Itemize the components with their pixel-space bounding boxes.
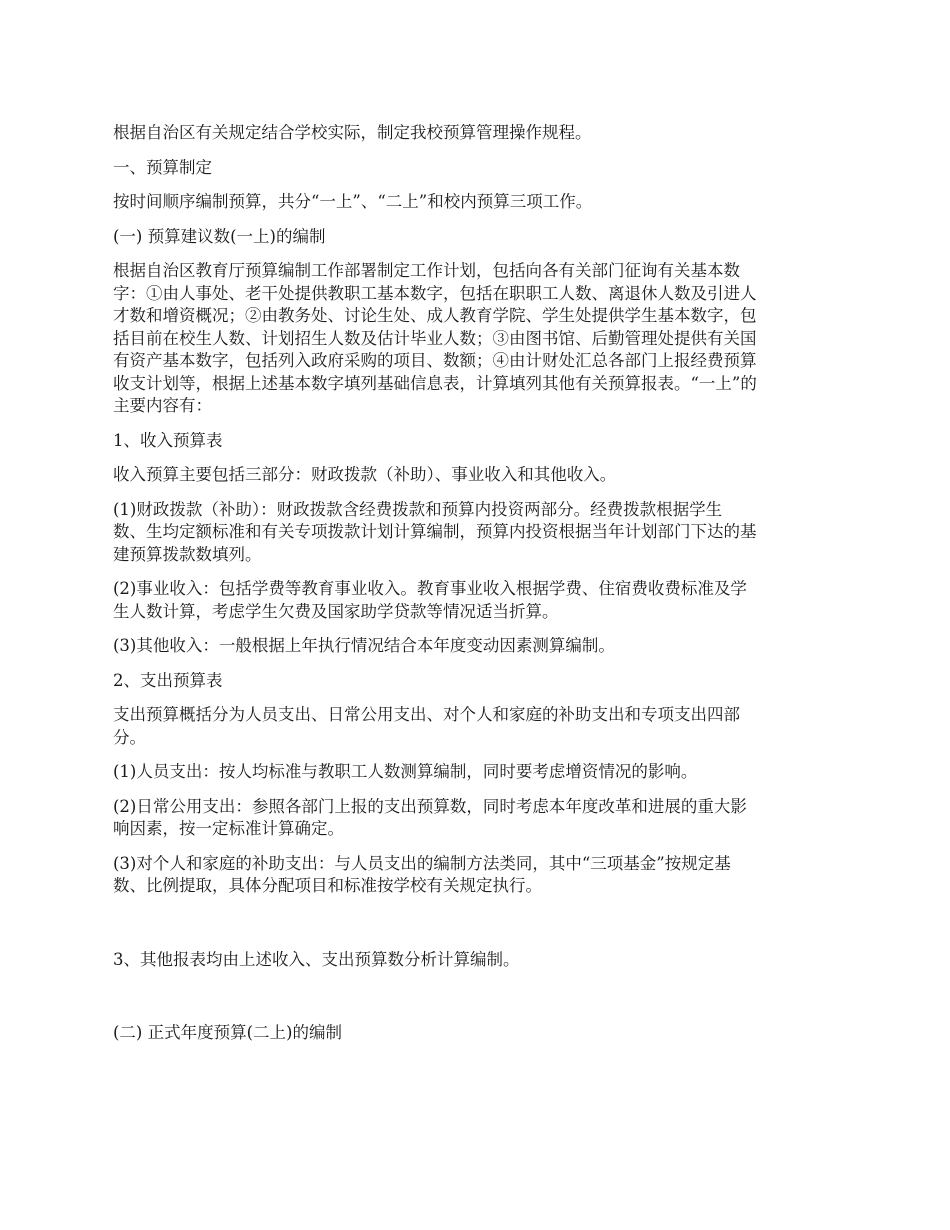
business-income-paragraph: (2)事业收入：包括学费等教育事业收入。教育事业收入根据学费、住宿费收费标准及学 生人数计算，考虑学生欠费及国家助学贷款等情况适当折算。 bbox=[113, 579, 747, 621]
first-round-paragraph: 根据自治区教育厅预算编制工作部署制定工作计划，包括向各有关部门征询有关基本数 字：①由人事处、老干处提供教职工基本数字，包括在职职工人数、离退休人数及引进人 才数和增资概况；②由教务处、讨论生处、成人教育学院、学生处提供学生基本数字，包 括目前在校生人数、计划招生人数及估计毕业人数；③由图书馆、后勤管理处提供有关国 有资产基本数字，包括列入政府采购的项目、数额；④由计财处汇总各部门上报经费预算 收支计划等，根据上述基本数字填列基础信息表，计算填列其他有关预算报表。“一上”的 主要内容有： bbox=[113, 261, 757, 415]
expenditure-budget-paragraph: 支出预算概括分为人员支出、日常公用支出、对个人和家庭的补助支出和专项支出四部 分。 bbox=[113, 705, 740, 747]
other-reports-paragraph: 3、其他报表均由上述收入、支出预算数分析计算编制。 bbox=[113, 949, 520, 969]
income-budget-heading: 1、收入预算表 bbox=[113, 430, 223, 450]
daily-public-expenditure-paragraph: (2)日常公用支出：参照各部门上报的支出预算数，同时考虑本年度改革和进展的重大影 响因素，按一定标准计算确定。 bbox=[113, 796, 747, 838]
fiscal-allocation-paragraph: (1)财政拨款（补助）：财政拨款含经费拨款和预算内投资两部分。经费拨款根据学生 数、生均定额标准和有关专项拨款计划计算编制，预算内投资根据当年计划部门下达的基 建预算拨款数填列。 bbox=[113, 499, 757, 564]
intro-paragraph: 根据自治区有关规定结合学校实际，制定我校预算管理操作规程。 bbox=[113, 123, 592, 142]
section-heading-budget-formulation: 一、预算制定 bbox=[113, 157, 212, 177]
subsection-heading-first-round: (一) 预算建议数(一上)的编制 bbox=[113, 226, 326, 246]
subsection-heading-second-round: (二) 正式年度预算(二上)的编制 bbox=[113, 1023, 342, 1042]
personnel-expenditure-paragraph: (1)人员支出：按人均标准与教职工人数测算编制，同时要考虑增资情况的影响。 bbox=[113, 762, 698, 781]
other-income-paragraph: (3)其他收入：一般根据上年执行情况结合本年度变动因素测算编制。 bbox=[113, 636, 615, 655]
expenditure-budget-heading: 2、支出预算表 bbox=[113, 670, 223, 690]
subsidy-expenditure-paragraph: (3)对个人和家庭的补助支出：与人员支出的编制方法类同，其中“三项基金”按规定基 数、比例提取，具体分配项目和标准按学校有关规定执行。 bbox=[113, 853, 731, 895]
income-budget-paragraph: 收入预算主要包括三部分：财政拨款（补助）、事业收入和其他收入。 bbox=[113, 465, 617, 484]
budget-order-paragraph: 按时间顺序编制预算，共分“一上”、“二上”和校内预算三项工作。 bbox=[113, 192, 593, 211]
document-page bbox=[113, 122, 841, 1045]
